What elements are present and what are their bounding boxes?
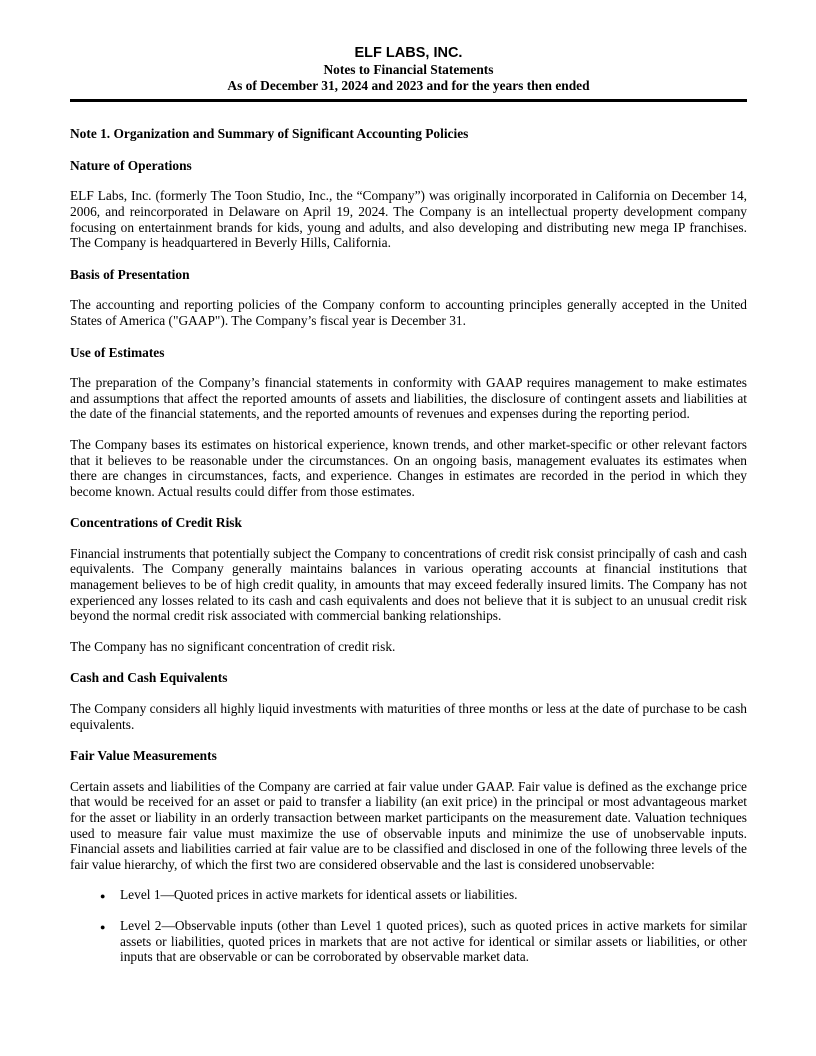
list-item-text: Level 2—Observable inputs (other than Level 1 quoted prices), such as quoted prices in active markets for similar assets or liabilities, quoted prices in markets that are not active for identical or similar assets or liabilities, or other inputs that are observable or can be corroborated by observable market data. — [120, 917, 747, 965]
section-heading-basis-of-presentation: Basis of Presentation — [70, 266, 190, 282]
section-use-of-estimates — [70, 345, 747, 500]
bullet-icon: ● — [100, 921, 106, 932]
section-heading-fair-value-measurements: Fair Value Measurements — [70, 748, 217, 764]
section-nature-of-operations — [70, 158, 747, 251]
paragraph: Certain assets and liabilities of the Company are carried at fair value under GAAP. Fair value is defined as the exchange price that would be received for an asset or paid to transfer a liability (an exit price) in the principal or most advantageous market for the asset or liability in an orderly transaction between market participants on the measurement date. Valuation techniques used to measure fair value must maximize the use of observable inputs and minimize the use of unobservable inputs. Financial assets and liabilities carried at fair value are to be classified and disclosed in one of the following three levels of the fair value hierarchy, of which the first two are considered observable and the last is considered unobservable: — [70, 778, 747, 872]
header-subtitle-1: Notes to Financial Statements — [323, 62, 494, 77]
header-rule — [70, 99, 747, 102]
section-heading-cash-and-cash-equivalents: Cash and Cash Equivalents — [70, 670, 228, 686]
bullet-icon: ● — [100, 891, 106, 902]
list-item-level-1 — [70, 887, 747, 903]
section-heading-concentrations-of-credit-risk: Concentrations of Credit Risk — [70, 515, 242, 531]
section-fair-value-measurements — [70, 748, 747, 965]
header-subtitle-2: As of December 31, 2024 and 2023 and for the years then ended — [227, 77, 590, 93]
paragraph: Financial instruments that potentially subject the Company to concentrations of credit risk consist principally of cash and cash equivalents. The Company generally maintains balances in various operating accounts at financial institutions that management believes to be of high credit quality, in amounts that may exceed federally insured limits. The Company has not experienced any losses related to its cash and cash equivalents and does not believe that it is subject to an unusual credit risk beyond the normal credit risk associated with commercial banking relationships. — [70, 545, 747, 624]
list-item-level-2 — [70, 918, 747, 965]
paragraph: The Company considers all highly liquid investments with maturities of three months or less at the date of purchase to be cash equivalents. — [70, 701, 747, 732]
section-cash-and-cash-equivalents — [70, 670, 747, 732]
note-title: Note 1. Organization and Summary of Significant Accounting Policies — [70, 126, 469, 142]
section-heading-nature-of-operations: Nature of Operations — [70, 157, 192, 173]
paragraph: The Company has no significant concentration of credit risk. — [70, 638, 396, 654]
section-heading-use-of-estimates: Use of Estimates — [70, 344, 165, 360]
document-header — [70, 45, 747, 93]
section-concentrations-of-credit-risk — [70, 515, 747, 654]
fair-value-levels-list — [70, 887, 747, 964]
company-name: ELF LABS, INC. — [354, 45, 463, 61]
paragraph: ELF Labs, Inc. (formerly The Toon Studio, Inc., the “Company”) was originally incorporated in California on December 14, 2006, and reincorporated in Delaware on April 19, 2024. The Company is an intellectual property development company focusing on entertainment brands for kids, young and adults, and also developing and distributing new mega IP franchises. The Company is headquartered in Beverly Hills, California. — [70, 188, 747, 251]
list-item-text: Level 1—Quoted prices in active markets for identical assets or liabilities. — [120, 887, 518, 903]
section-basis-of-presentation — [70, 267, 747, 329]
paragraph: The preparation of the Company’s financial statements in conformity with GAAP requires management to make estimates and assumptions that affect the reported amounts of assets and liabilities, the disclosure of contingent assets and liabilities at the date of the financial statements, and the reported amounts of revenues and expenses during the reporting period. — [70, 375, 747, 422]
paragraph: The Company bases its estimates on historical experience, known trends, and other market-specific or other relevant factors that it believes to be reasonable under the circumstances. On an ongoing basis, management evaluates its estimates when there are changes in circumstances, facts, and experience. Changes in estimates are recorded in the period in which they become known. Actual results could differ from those estimates. — [70, 436, 747, 499]
paragraph: The accounting and reporting policies of the Company conform to accounting principles generally accepted in the United States of America ("GAAP"). The Company’s fiscal year is December 31. — [70, 297, 747, 328]
